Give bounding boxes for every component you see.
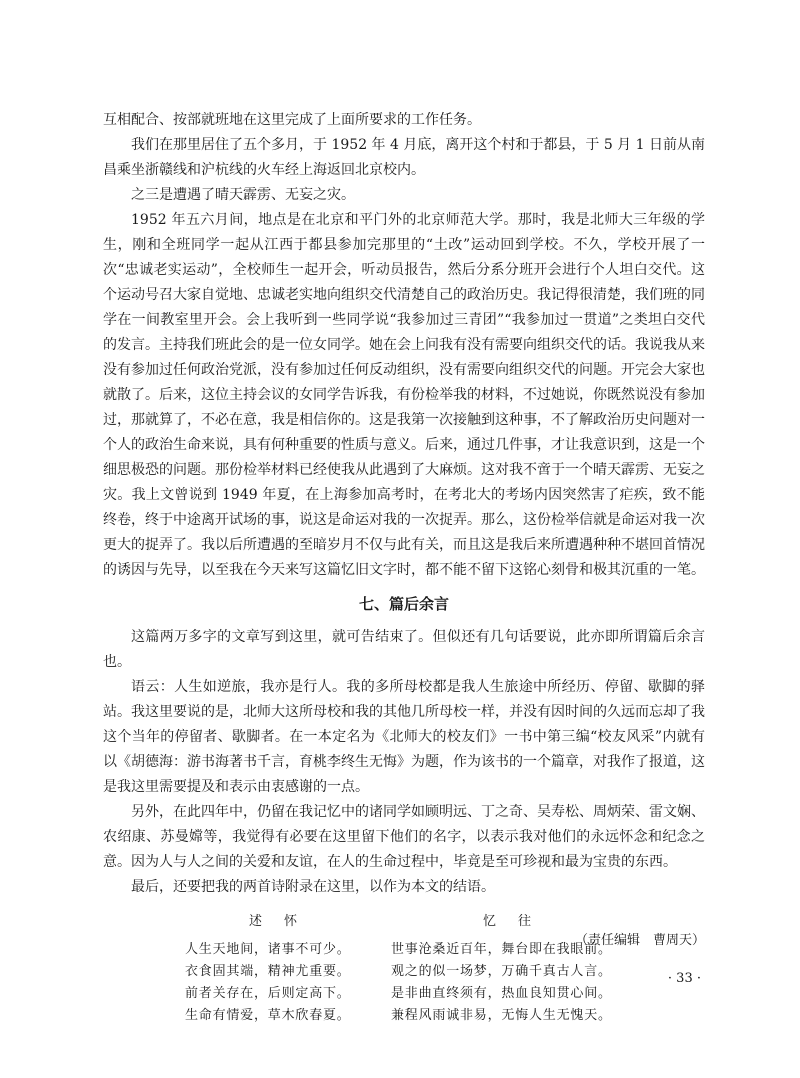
poem-line: 衣食固其端，精神尤重要。 — [185, 964, 351, 979]
poem-yiwang — [391, 912, 623, 1027]
paragraph: 1952 年五六月间，地点是在北京和平门外的北京师范大学。那时，我是北师大三年级的学生，刚和全班同学一起从江西于都县参加完那里的“土改”运动回到学校。不久，学校开展了一次“忠诚老实运动”，全校师生一起开会，听动员报告，然后分系分班开会进行个人坦白交代。这个运动号召大家自觉地、忠诚老实地向组织交代清楚自己的政治历史。我记得很清楚，我们班的同学在一间教室里开会。会上我听到一些同学说“我参加过三青团”“我参加过一贯道”之类坦白交代的发言。主持我们班此会的是一位女同学。她在会上问我有没有需要向组织交代的话。我说我从来没有参加过任何政治党派，没有参加过任何反动组织，没有需要向组织交代的问题。开完会大家也就散了。后来，这位主持会议的女同学告诉我，有份检举我的材料，不过她说，你既然说没有参加过，那就算了，不必在意，我是相信你的。这是我第一次接触到这种事，不了解政治历史问题对一个人的政治生命来说，具有何种重要的性质与意义。后来，通过几件事，才让我意识到，这是一个细思极恐的问题。那份检举材料已经使我从此遇到了大麻烦。这对我不啻于一个晴天霹雳、无妄之灾。我上文曾说到 1949 年夏，在上海参加高考时，在考北大的考场内因突然害了疟疾，致不能终卷，终于中途离开试场的事，说这是命运对我的一次捉弄。那么，这份检举信就是命运对我一次更大的捉弄了。我以后所遭遇的至暗岁月不仅与此有关，而且这是我后来所遭遇种种不堪回首情况的诱因与先导，以至我在今天来写这篇忆旧文字时，都不能不留下这铭心刻骨和极其沉重的一笔。 — [103, 212, 705, 578]
paragraph: 最后，还要把我的两首诗附录在这里，以作为本文的结语。 — [131, 879, 495, 895]
paragraph: 语云：人生如逆旅，我亦是行人。我的多所母校都是我人生旅途中所经历、停留、歇脚的驿站。我这里要说的是，北师大这所母校和我的其他几所母校一样，并没有因时间的久远而忘却了我这个当年的停留者、歇脚者。在一本定名为《北师大的校友们》一书中第三编“校友风采”内就有以《胡德海：游书海著书千言，育桃李终生无悔》为题，作为该书的一个篇章，对我作了报道，这是我这里需要提及和表示由衷感谢的一点。 — [103, 679, 705, 795]
poem-line: 生命有情爱，草木欣春夏。 — [185, 1008, 351, 1023]
paragraph: 互相配合、按部就班地在这里完成了上面所要求的工作任务。 — [103, 112, 481, 128]
poem-shuhuai — [185, 912, 361, 1027]
poem-line: 是非曲直终须有，热血良知贯心间。 — [391, 986, 612, 1001]
poem-line: 世事沧桑近百年，舞台即在我眼前。 — [391, 942, 612, 957]
editor-note: （责任编辑 曹周天） — [574, 933, 705, 948]
poem-title: 忆往 — [482, 914, 553, 929]
paragraph: 这篇两万多字的文章写到这里，就可告结束了。但似还有几句话要说，此亦即所谓篇后余言也。 — [103, 629, 705, 670]
poems — [103, 912, 705, 1027]
poem-title: 述怀 — [248, 914, 319, 929]
poem-line: 前者关存在，后则定高下。 — [185, 986, 351, 1001]
paragraph: 之三是遭遇了晴天霹雳、无妄之灾。 — [131, 187, 355, 203]
paragraph: 另外，在此四年中，仍留在我记忆中的诸同学如顾明远、丁之奇、吴寿松、周炳荣、雷文娴、农绍康、苏曼嫦等，我觉得有必要在这里留下他们的名字，以表示我对他们的永远怀念和纪念之意。因为人与人之间的关爱和友谊，在人的生命过程中，毕竟是至可珍视和最为宝贵的东西。 — [103, 804, 705, 870]
article-body — [103, 108, 705, 1027]
poem-line: 人生天地间，诸事不可少。 — [185, 942, 351, 957]
page-number: · 33 · — [667, 971, 701, 986]
paragraph: 我们在那里居住了五个多月，于 1952 年 4 月底，离开这个村和于都县，于 5 月 1 日前从南昌乘坐浙赣线和沪杭线的火车经上海返回北京校内。 — [103, 137, 705, 178]
poem-line: 观之的似一场梦，万确千真古人言。 — [391, 964, 612, 979]
section-heading: 七、篇后余言 — [358, 595, 449, 613]
poem-line: 兼程风雨诚非易，无悔人生无愧天。 — [391, 1008, 612, 1023]
